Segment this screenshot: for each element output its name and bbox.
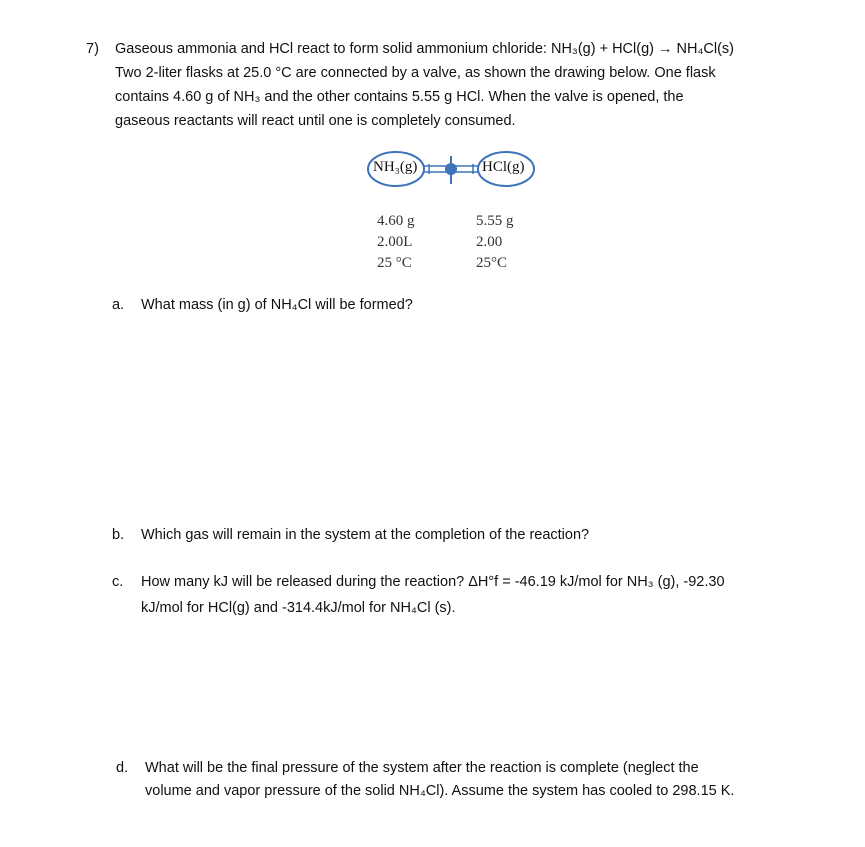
part-d-text-line-2: volume and vapor pressure of the solid NH₄Cl). Assume the system has cooled to 298.15 K. <box>145 783 735 799</box>
right-volume: 2.00 <box>476 234 503 250</box>
part-a-label: a. <box>112 297 125 313</box>
part-d-text-line-1: What will be the final pressure of the system after the reaction is complete (neglect the <box>145 760 699 776</box>
part-a-text: What mass (in g) of NH₄Cl will be formed? <box>141 297 413 313</box>
intro-line-4: gaseous reactants will react until one is completely consumed. <box>115 113 516 129</box>
intro-line-3: contains 4.60 g of NH₃ and the other contains 5.55 g HCl. When the valve is opened, the <box>115 89 684 105</box>
question-number: 7) <box>86 41 99 57</box>
part-c-text-line-2: kJ/mol for HCl(g) and -314.4kJ/mol for NH₄Cl (s). <box>141 600 456 616</box>
left-temp: 25 °C <box>377 255 412 271</box>
right-mass: 5.55 g <box>476 213 514 229</box>
right-temp: 25°C <box>476 255 508 271</box>
left-mass: 4.60 g <box>377 213 415 229</box>
part-c-text-line-1: How many kJ will be released during the reaction? ΔH°f = -46.19 kJ/mol for NH₃ (g), -92.30 <box>141 574 725 590</box>
part-b-label: b. <box>112 527 125 543</box>
part-d-label: d. <box>116 760 129 776</box>
right-flask-label: HCl(g) <box>482 159 525 175</box>
left-flask-label: NH₃(g) <box>373 159 418 175</box>
part-c-label: c. <box>112 574 124 590</box>
intro-line-2: Two 2-liter flasks at 25.0 °C are connected by a valve, as shown the drawing below. One flask <box>115 65 716 81</box>
left-volume: 2.00L <box>377 234 413 250</box>
intro-line-1: Gaseous ammonia and HCl react to form solid ammonium chloride: NH₃(g) + HCl(g) → NH₄Cl(s) <box>115 41 734 57</box>
part-b-text: Which gas will remain in the system at the completion of the reaction? <box>141 527 590 543</box>
